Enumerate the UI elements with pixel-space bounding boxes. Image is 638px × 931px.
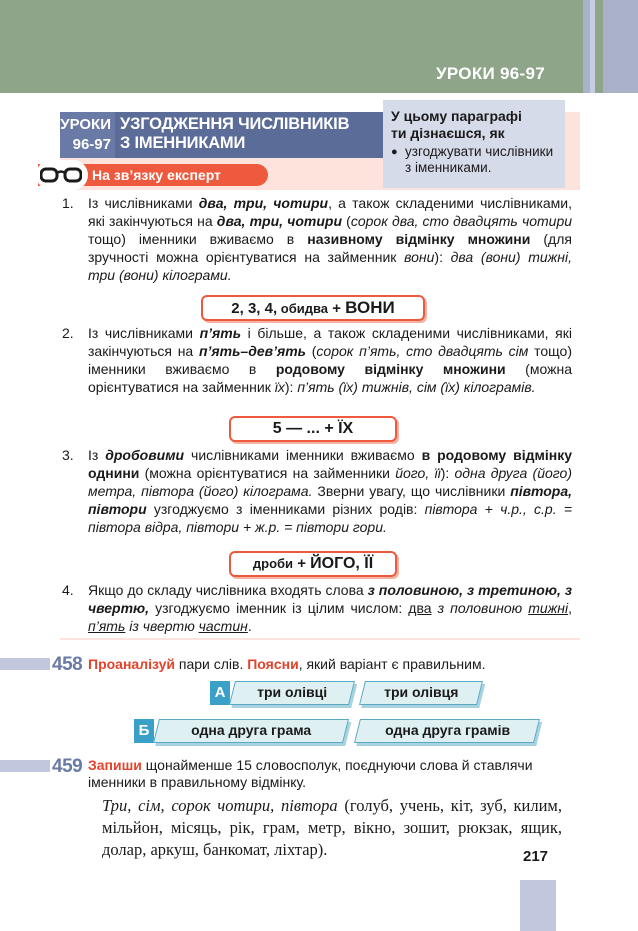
exercise-458-bar [0,658,50,670]
rule-3: 3. Із дробовими числівниками іменники вживаємо в родовому відмінку однини (можна орієнтуватися на займенники його, її): одна друга (його) метра, півтора (його) кілограма. Зверни увагу, що числівники півтора, півтори узгоджуємо з іменниками різних родів: півтора + ч.р., с.р. = півтора відра, півтори + ж.р. = півтори гори. [62,447,572,535]
choice-a-option-1: три олівці [229,681,355,705]
lesson-badge: УРОКИ 96-97 [60,112,115,158]
header-stripe-light [590,0,595,93]
lesson-title: УЗГОДЖЕННЯ ЧИСЛІВНИКІВ З ІМЕННИКАМИ [115,112,383,158]
bullet-icon: ● [391,146,398,158]
formula-2: 5 — ... + ЇХ [229,416,397,442]
page-number: 217 [523,848,549,865]
page-number-bar [520,880,556,931]
info-box: У цьому параграфі ти дізнаєшся, як ● узгоджувати числівники з іменниками. [383,100,565,188]
exercise-459-words: Три, сім, сорок чотири, півтора (голуб, учень, кіт, зуб, килим, мільйон, місяць, рік, грам, метр, вікно, зошит, рюкзак, ящик, долар, аркуш, банкомат, ліхтар). [102,796,562,859]
choice-b-label: Б [134,719,154,743]
info-bullet: узгоджувати числівники з іменниками. [405,144,554,175]
right-margin [603,93,638,931]
expert-label: На зв’язку експерт [92,167,221,183]
formula-1: 2, 3, 4, обидва + ВОНИ [201,295,425,321]
header-lessons: УРОКИ 96-97 [436,64,546,83]
exercise-458-number: 458 [52,654,83,675]
choice-b-option-1: одна друга грама [153,719,349,743]
exercise-458-text: Проаналізуй пари слів. Поясни, який варіант є правильним. [88,656,486,672]
formula-3: дроби + ЙОГО, ЇЇ [229,551,397,577]
exercise-459-bar [0,760,50,772]
exercise-459-number: 459 [52,756,83,777]
exercise-459-text: Запиши щонайменше 15 словосполук, поєднуючи слова й ставлячи іменники в правильному відмінку. [88,757,533,790]
choice-a-option-2: три олівця [359,681,483,705]
glasses-icon [40,166,82,184]
choice-a-label: А [210,681,230,705]
header-stripe-right [603,0,638,93]
rule-4: 4. Якщо до складу числівника входять слова з половиною, з третиною, з чвертю, узгоджуємо іменник із цілим числом: два з половиною тижні, п’ять із чвертю частин. [62,582,572,634]
choice-b-option-2: одна друга грамів [354,719,540,743]
rule-2: 2. Із числівниками п’ять і більше, а також складеними числівниками, які закінчуються на п’ять–дев’ять (сорок п’ять, сто двадцять сім тощо) іменники вживаємо в родовому відмінку множини (можна орієнтуватися на займенник їх): п’ять (їх) тижнів, сім (їх) кілограмів. [62,325,572,395]
rule-1: 1. Із числівниками два, три, чотири, а також складеними числівниками, які закінчуються на два, три, чотири (сорок два, сто двадцять чотири тощо) іменники вживаємо в називному відмінку множини (для зручності можна орієнтуватися на займенник вони): два (вони) тижні, три (вони) кілограми. [62,195,573,283]
